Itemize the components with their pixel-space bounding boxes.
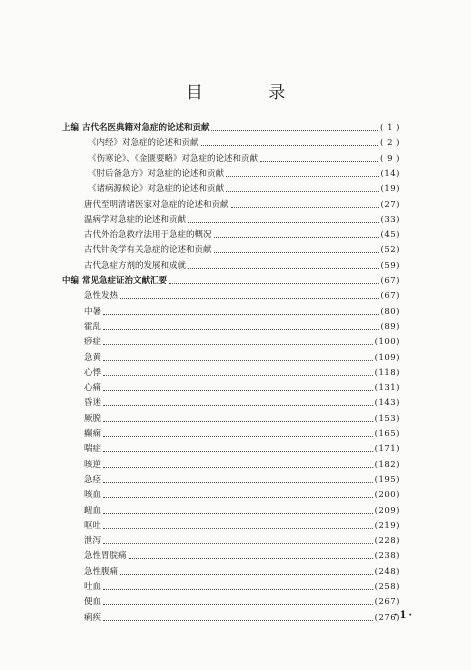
dot-leader <box>103 381 373 391</box>
toc-entry <box>84 595 400 609</box>
toc-entry-title: 古代急症方剂的发展和成就 <box>84 260 187 271</box>
toc-entry-title: 厥脱 <box>84 413 102 424</box>
toc-entry-title: 霍乱 <box>84 321 102 332</box>
toc-entry-title: 急性胃脘痛 <box>84 551 127 562</box>
toc-entry-title: 心悸 <box>84 367 102 378</box>
toc-entry <box>88 136 400 150</box>
toc-entry-title: 《内经》对急症的论述和贡献 <box>88 138 199 149</box>
toc-entry <box>84 427 400 441</box>
toc-entry-page: (59) <box>380 260 400 271</box>
dot-leader <box>103 335 373 345</box>
dot-leader <box>103 305 379 315</box>
toc-entry-title: 古代外治急救疗法用于急症的概况 <box>84 230 212 241</box>
toc-entry-title: 衄血 <box>84 505 102 516</box>
dot-leader <box>226 182 379 192</box>
toc-entry-page: (267) <box>374 597 400 608</box>
toc-entry-page: (45) <box>380 230 400 241</box>
toc-entry-title: 便血 <box>84 597 102 608</box>
toc-entry-page: (276) <box>374 612 400 623</box>
toc-entry <box>84 289 400 303</box>
dot-leader <box>103 488 373 498</box>
dot-leader <box>103 611 373 621</box>
dot-leader <box>103 427 373 437</box>
toc-entry-page: (80) <box>380 306 400 317</box>
toc-entry <box>84 396 400 410</box>
toc-entry-page: (14) <box>380 168 400 179</box>
toc-entry-title: 痢疾 <box>84 612 102 623</box>
dot-leader <box>103 580 373 590</box>
toc-entry-title: 《诸病源候论》对急症的论述和贡献 <box>88 184 225 195</box>
dot-leader <box>260 152 378 162</box>
page-title: 目 录 <box>185 83 316 103</box>
toc-entry-title: 呕吐 <box>84 520 102 531</box>
dot-leader <box>103 473 373 483</box>
toc-entry <box>88 167 400 181</box>
toc-entry-page: ( 9 ) <box>380 153 400 164</box>
toc-entry <box>84 320 400 334</box>
toc-entry-page: (118) <box>374 367 400 378</box>
toc-entry-title: 唐代至明清诸医家对急症的论述和贡献 <box>84 199 229 210</box>
toc-entry <box>84 305 400 319</box>
toc-entry-title: 痧症 <box>84 337 102 348</box>
toc-entry-title: 急痉 <box>84 474 102 485</box>
toc-entry-page: (219) <box>374 520 400 531</box>
dot-leader <box>129 549 373 559</box>
toc-entry <box>84 213 400 227</box>
toc-entry <box>84 228 400 242</box>
dot-leader <box>103 458 373 468</box>
toc-entry-page: (165) <box>374 429 400 439</box>
toc-entry-page: (100) <box>374 337 400 348</box>
dot-leader <box>226 167 379 177</box>
toc-entry <box>84 381 400 395</box>
toc-entry-title: 急性发热 <box>84 291 119 302</box>
toc-entry <box>84 458 400 472</box>
toc-entry-title: 吐血 <box>84 582 102 592</box>
toc-entry-page: (33) <box>380 214 400 225</box>
toc-entry-title: 中暑 <box>84 306 102 317</box>
toc-entry-title: 古代针灸学有关急症的论述和贡献 <box>84 245 212 256</box>
toc-entry-page: (200) <box>374 490 400 501</box>
toc-entry-title: 咳逆 <box>84 459 102 470</box>
toc-entry <box>88 182 400 196</box>
toc-entry-page: ( 1 ) <box>380 123 400 133</box>
toc-entry <box>84 259 400 273</box>
toc-entry-page: ( 2 ) <box>380 138 400 149</box>
dot-leader <box>214 228 379 238</box>
toc-entry-title: 急性腹痛 <box>84 566 119 577</box>
dot-leader <box>103 595 373 605</box>
toc-entry <box>84 335 400 349</box>
toc-entry-title: 昏迷 <box>84 398 102 409</box>
toc-entry <box>84 366 400 380</box>
toc-entry-page: (131) <box>374 383 400 394</box>
toc-entry <box>88 152 400 166</box>
dot-leader <box>103 412 373 422</box>
toc-entry <box>84 442 400 456</box>
dot-leader <box>231 198 379 208</box>
toc-entry <box>84 488 400 502</box>
toc-entry-title: 喘症 <box>84 444 102 455</box>
dot-leader <box>103 351 373 361</box>
toc-entry-title: 上编 古代名医典籍对急症的论述和贡献 <box>62 123 210 133</box>
toc-entry-page: (67) <box>380 276 400 286</box>
toc-entry <box>84 580 400 594</box>
dot-leader <box>188 259 379 269</box>
toc-entry-title: 《伤寒论》、《金匮要略》对急症的论述和贡献 <box>88 153 259 164</box>
toc-entry-title: 《肘后备急方》对急症的论述和贡献 <box>88 168 225 179</box>
toc-entry-page: (19) <box>380 184 400 195</box>
toc-entry-page: (89) <box>380 321 400 332</box>
page-number: ·1· <box>394 610 414 621</box>
dot-leader <box>211 121 378 131</box>
dot-leader <box>103 366 373 376</box>
toc-entry-title: 温病学对急症的论述和贡献 <box>84 214 187 225</box>
dot-leader <box>169 274 379 284</box>
toc-entry-title: 癫痫 <box>84 429 102 439</box>
toc-entry-page: (182) <box>374 459 400 470</box>
toc-entry-page: (153) <box>374 413 400 424</box>
dot-leader <box>103 396 373 406</box>
dot-leader <box>214 243 379 253</box>
toc-entry-page: (67) <box>380 291 400 302</box>
toc-entry-title: 中编 常见急症证治文献汇要 <box>62 276 167 286</box>
toc-entry-page: (228) <box>374 536 400 547</box>
toc-entry-page: (195) <box>374 474 400 485</box>
toc-entry <box>84 519 400 533</box>
toc-entry-page: (209) <box>374 505 400 516</box>
dot-leader <box>188 213 379 223</box>
toc-entry <box>84 611 400 625</box>
toc-entry <box>62 121 400 135</box>
toc-entry-title: 泄泻 <box>84 536 102 547</box>
toc-entry-page: (171) <box>374 444 400 455</box>
dot-leader <box>103 534 373 544</box>
toc-entry <box>84 504 400 518</box>
toc-entry <box>84 351 400 365</box>
toc-entry <box>84 473 400 487</box>
toc-entry-page: (258) <box>374 582 400 592</box>
toc-entry-title: 急黄 <box>84 352 102 363</box>
toc-entry <box>84 198 400 212</box>
dot-leader <box>120 289 379 299</box>
toc-entry-page: (143) <box>374 398 400 409</box>
toc-entry-page: (248) <box>374 566 400 577</box>
toc-entry-page: (109) <box>374 352 400 363</box>
toc-entry <box>84 565 400 579</box>
dot-leader <box>103 519 373 529</box>
toc-entry-title: 心痛 <box>84 383 102 394</box>
toc-entry <box>62 274 400 288</box>
toc-entry-page: (238) <box>374 551 400 562</box>
dot-leader <box>201 136 379 146</box>
dot-leader <box>120 565 373 575</box>
dot-leader <box>103 504 373 514</box>
toc-entry <box>84 534 400 548</box>
toc-entry-title: 咳血 <box>84 490 102 501</box>
dot-leader <box>103 320 379 330</box>
toc-entry <box>84 243 400 257</box>
toc-entry <box>84 412 400 426</box>
dot-leader <box>103 442 373 452</box>
toc-entry <box>84 549 400 563</box>
toc-entry-page: (27) <box>380 199 400 210</box>
toc-entry-page: (52) <box>380 245 400 256</box>
